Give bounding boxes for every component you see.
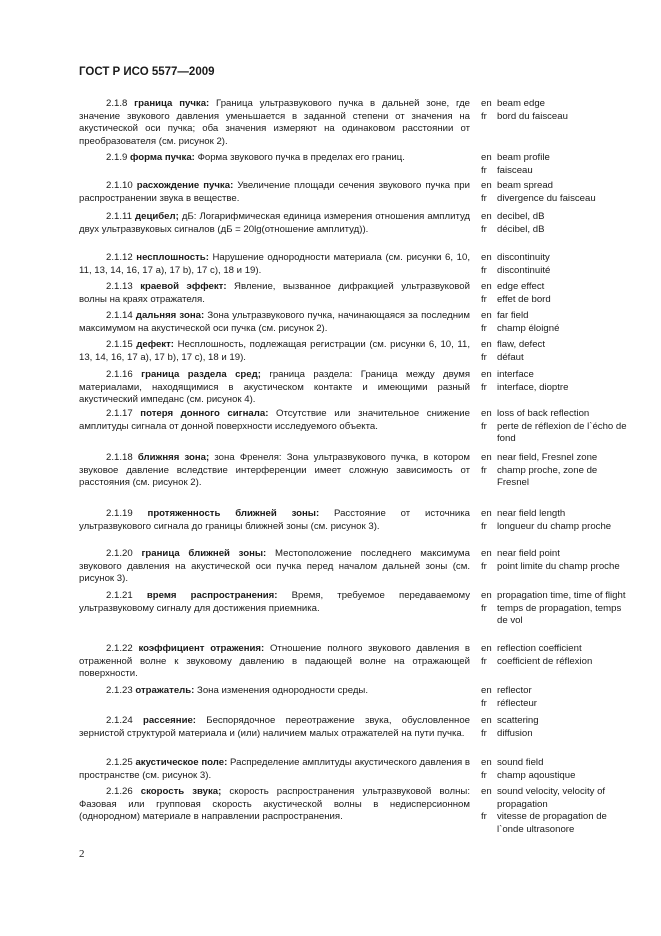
- equivalent-en: [481, 548, 627, 561]
- term-number: 2.1.9: [106, 152, 128, 163]
- language-code: en: [481, 369, 492, 380]
- term-definition-block: [79, 643, 470, 681]
- language-code: fr: [481, 655, 487, 667]
- term-definition: Распределение амплитуды акустического давления в пространстве (см. рисунок 3).: [79, 757, 470, 781]
- equivalent-en: [481, 211, 627, 224]
- equivalent-term-fr: coefficient de réflexion: [497, 655, 593, 667]
- page-number: 2: [79, 848, 85, 860]
- equivalent-fr: [481, 224, 627, 237]
- equivalents: [481, 98, 627, 123]
- term-name: расхождение пучка:: [136, 180, 234, 191]
- term-name: дефект:: [136, 339, 174, 350]
- term-name: отражатель:: [135, 685, 195, 696]
- equivalent-en: [481, 590, 627, 603]
- term-definition: Несплошность, подлежащая регистрации (см. рисунки 6, 10, 11, 13, 14, 16, 17 а), 17 b), 17 с), 18 и 19).: [79, 339, 470, 363]
- language-code: fr: [481, 769, 487, 781]
- term-definition-block: [79, 152, 470, 165]
- equivalents: [481, 715, 627, 740]
- equivalent-term-fr: décibel, dB: [497, 223, 545, 235]
- language-code: fr: [481, 110, 487, 122]
- term-name: несплошность:: [136, 252, 209, 263]
- language-code: fr: [481, 602, 487, 614]
- equivalent-fr: [481, 770, 627, 783]
- equivalent-fr: [481, 811, 627, 836]
- language-code: fr: [481, 727, 487, 739]
- equivalent-term-fr: vitesse de propagation de l`onde ultrasonore: [497, 811, 607, 835]
- equivalent-fr: [481, 323, 627, 336]
- equivalent-term-en: discontinuity: [497, 252, 550, 263]
- language-code: fr: [481, 293, 487, 305]
- equivalent-term-fr: longueur du champ proche: [497, 520, 612, 532]
- term-definition: Отсутствие или значительное снижение амплитуды сигнала от донной поверхности исследуемого объекта.: [79, 408, 470, 432]
- language-code: fr: [481, 811, 487, 822]
- equivalent-term-en: scattering: [497, 715, 539, 726]
- term-definition: Расстояние от источника ультразвукового сигнала до границы ближней зоны (см. рисунок 3).: [79, 508, 470, 532]
- term-name: скорость звука;: [140, 786, 222, 797]
- term-name: краевой эффект:: [140, 281, 227, 292]
- equivalent-term-en: decibel, dB: [497, 211, 545, 222]
- equivalent-term-fr: défaut: [497, 351, 524, 363]
- term-definition-block: [79, 98, 470, 148]
- equivalent-fr: [481, 698, 627, 711]
- equivalent-fr: [481, 294, 627, 307]
- term-name: граница раздела сред;: [141, 369, 261, 380]
- term-number: 2.1.14: [106, 310, 133, 321]
- term-number: 2.1.21: [106, 590, 133, 601]
- term-name: форма пучка:: [130, 152, 195, 163]
- equivalent-term-en: near field, Fresnel zone: [497, 452, 598, 463]
- equivalents: [481, 508, 627, 533]
- term-definition-block: [79, 715, 470, 740]
- term-number: 2.1.10: [106, 180, 133, 191]
- equivalent-fr: [481, 382, 627, 395]
- term-definition: Зона ультразвукового пучка, начинающаяся за последним максимумом на акустической оси пучка (см. рисунок 2).: [79, 310, 471, 334]
- equivalent-fr: [481, 465, 627, 490]
- equivalent-term-fr: interface, dioptre: [497, 381, 569, 393]
- equivalents: [481, 786, 627, 836]
- equivalent-fr: [481, 265, 627, 278]
- equivalent-term-en: reflection coefficient: [497, 643, 582, 654]
- document-header: ГОСТ Р ИСО 5577—2009: [79, 66, 215, 78]
- equivalent-en: [481, 757, 627, 770]
- equivalent-term-en: beam spread: [497, 180, 553, 191]
- equivalents: [481, 452, 627, 490]
- equivalents: [481, 408, 627, 446]
- term-definition: Зона изменения однородности среды.: [197, 685, 368, 696]
- term-definition: Отношение полного звукового давления в отраженной волне к звуковому давлению в падающей волне на отражающей поверхности.: [79, 643, 470, 679]
- language-code: en: [481, 152, 492, 163]
- language-code: en: [481, 98, 492, 109]
- equivalent-term-fr: divergence du faisceau: [497, 192, 596, 204]
- language-code: en: [481, 339, 492, 350]
- language-code: fr: [481, 164, 487, 176]
- term-definition: скорость распространения ультразвуковой волны: Фазовая или групповая скорость акустической волны в недисперсионном (однородном) материале в направлении распространения.: [79, 786, 470, 822]
- equivalent-fr: [481, 421, 627, 446]
- language-code: fr: [481, 351, 487, 363]
- equivalents: [481, 685, 627, 710]
- equivalent-en: [481, 339, 627, 352]
- term-definition: Нарушение однородности материала (см. рисунки 6, 10, 11, 13, 14, 16, 17 а), 17 b), 17 с), 18 и 19).: [79, 252, 470, 276]
- equivalent-en: [481, 281, 627, 294]
- term-number: 2.1.16: [106, 369, 133, 380]
- term-number: 2.1.13: [106, 281, 133, 292]
- equivalent-fr: [481, 111, 627, 124]
- term-name: граница пучка:: [134, 98, 210, 109]
- term-name: граница ближней зоны:: [141, 548, 267, 559]
- equivalent-fr: [481, 521, 627, 534]
- term-definition: Время, требуемое передаваемому ультразвуковому сигналу для достижения приемника.: [79, 590, 471, 614]
- equivalents: [481, 252, 627, 277]
- equivalent-term-en: near field point: [497, 548, 560, 559]
- term-name: протяженность ближней зоны:: [147, 508, 320, 519]
- language-code: fr: [481, 560, 487, 572]
- term-name: потеря донного сигнала:: [140, 408, 269, 419]
- term-number: 2.1.22: [106, 643, 133, 654]
- term-name: время распространения:: [146, 590, 278, 601]
- equivalent-fr: [481, 193, 627, 206]
- equivalents: [481, 643, 627, 668]
- term-definition: Местоположение последнего максимума звукового давления на акустической оси пучка перед началом дальней зоны (см. рисунок 3).: [79, 548, 470, 584]
- term-name: ближняя зона;: [137, 452, 210, 463]
- equivalent-en: [481, 180, 627, 193]
- term-name: акустическое поле:: [135, 757, 228, 768]
- term-number: 2.1.18: [106, 452, 133, 463]
- term-number: 2.1.17: [106, 408, 133, 419]
- equivalent-term-en: flaw, defect: [497, 339, 545, 350]
- term-definition: Граница ультразвукового пучка в дальней зоне, где значение звукового давления уменьшается в заданной степени от значения на акустической оси пучка; оба значения измеряют на одинаковом расстоянии от преобразователя (см. рисунок 2).: [79, 98, 471, 147]
- term-definition-block: [79, 548, 470, 586]
- term-name: дальняя зона:: [135, 310, 205, 321]
- equivalent-en: [481, 98, 627, 111]
- term-definition: граница раздела: Граница между двумя материалами, находящимися в акустическом контакте и имеющими разный акустический импеданс (см. рисунок 4).: [79, 369, 471, 405]
- equivalent-en: [481, 310, 627, 323]
- equivalent-fr: [481, 352, 627, 365]
- term-definition-block: [79, 786, 470, 824]
- term-definition-block: [79, 369, 470, 407]
- equivalent-term-en: near field length: [497, 508, 566, 519]
- equivalent-term-en: reflector: [497, 685, 532, 696]
- equivalents: [481, 590, 627, 628]
- language-code: en: [481, 252, 492, 263]
- language-code: en: [481, 548, 492, 559]
- equivalent-term-fr: champ éloigné: [497, 322, 560, 334]
- equivalent-en: [481, 452, 627, 465]
- term-number: 2.1.24: [106, 715, 133, 726]
- equivalent-en: [481, 786, 627, 811]
- language-code: en: [481, 281, 492, 292]
- language-code: en: [481, 757, 492, 768]
- equivalents: [481, 152, 627, 177]
- equivalent-term-fr: champ proche, zone de Fresnel: [497, 464, 598, 488]
- equivalent-term-en: sound velocity, velocity of propagation: [497, 786, 606, 810]
- term-number: 2.1.8: [106, 98, 128, 109]
- language-code: en: [481, 180, 492, 191]
- equivalent-term-en: beam edge: [497, 98, 546, 109]
- equivalent-term-fr: discontinuité: [497, 264, 551, 276]
- language-code: en: [481, 715, 492, 726]
- equivalent-en: [481, 508, 627, 521]
- term-number: 2.1.19: [106, 508, 133, 519]
- equivalent-fr: [481, 165, 627, 178]
- equivalents: [481, 548, 627, 573]
- language-code: en: [481, 590, 492, 601]
- language-code: fr: [481, 697, 487, 709]
- term-name: рассеяние:: [142, 715, 196, 726]
- language-code: fr: [481, 520, 487, 532]
- term-definition: Беспорядочное переотражение звука, обусловленное зернистой структурой материала и (или) наличием малых отражателей на пути пучка.: [79, 715, 471, 739]
- language-code: fr: [481, 381, 487, 393]
- equivalent-en: [481, 643, 627, 656]
- language-code: fr: [481, 192, 487, 204]
- equivalents: [481, 310, 627, 335]
- language-code: en: [481, 310, 492, 321]
- term-definition: Форма звукового пучка в пределах его границ.: [197, 152, 405, 163]
- equivalent-term-fr: champ aqoustique: [497, 769, 576, 781]
- term-definition-block: [79, 685, 470, 698]
- term-definition: зона Френеля: Зона ультразвукового пучка, в котором звуковое давление вследствие интерференции имеет сложную зависимость от расстояния (см. рисунок 2).: [79, 452, 470, 488]
- term-number: 2.1.15: [106, 339, 133, 350]
- equivalent-term-fr: diffusion: [497, 727, 533, 739]
- language-code: en: [481, 408, 492, 419]
- equivalent-term-en: sound field: [497, 757, 544, 768]
- term-name: коэффициент отражения:: [138, 643, 265, 654]
- language-code: en: [481, 508, 492, 519]
- language-code: fr: [481, 322, 487, 334]
- equivalent-term-en: edge effect: [497, 281, 545, 292]
- equivalent-term-en: propagation time, time of flight: [497, 590, 626, 601]
- equivalents: [481, 339, 627, 364]
- equivalents: [481, 180, 627, 205]
- equivalent-en: [481, 685, 627, 698]
- term-number: 2.1.25: [106, 757, 133, 768]
- term-definition-block: [79, 339, 470, 364]
- equivalent-term-fr: bord du faisceau: [497, 110, 568, 122]
- equivalent-en: [481, 152, 627, 165]
- language-code: fr: [481, 464, 487, 476]
- term-number: 2.1.11: [106, 211, 132, 222]
- equivalent-fr: [481, 603, 627, 628]
- equivalent-term-fr: point limite du champ proche: [497, 560, 620, 572]
- language-code: en: [481, 643, 492, 654]
- term-definition: дБ: Логарифмическая единица измерения отношения амплитуд двух ультразвуковых сигналов (дБ = 20lg(отношение амплитуд)).: [79, 211, 471, 235]
- equivalents: [481, 369, 627, 394]
- equivalent-en: [481, 252, 627, 265]
- term-definition-block: [79, 757, 470, 782]
- equivalent-term-fr: effet de bord: [497, 293, 551, 305]
- language-code: en: [481, 685, 492, 696]
- equivalent-fr: [481, 561, 627, 574]
- equivalent-en: [481, 715, 627, 728]
- equivalent-term-en: interface: [497, 369, 534, 380]
- language-code: en: [481, 211, 492, 222]
- term-definition-block: [79, 452, 470, 490]
- equivalent-en: [481, 408, 627, 421]
- language-code: fr: [481, 420, 487, 432]
- term-definition-block: [79, 508, 470, 533]
- equivalent-term-en: beam profile: [497, 152, 550, 163]
- term-definition-block: [79, 310, 470, 335]
- equivalent-term-en: far field: [497, 310, 529, 321]
- language-code: fr: [481, 264, 487, 276]
- term-definition-block: [79, 211, 470, 236]
- term-number: 2.1.26: [106, 786, 133, 797]
- term-number: 2.1.12: [106, 252, 133, 263]
- equivalent-fr: [481, 728, 627, 741]
- equivalents: [481, 281, 627, 306]
- term-definition-block: [79, 252, 470, 277]
- term-definition-block: [79, 281, 470, 306]
- equivalent-term-en: loss of back reflection: [497, 408, 590, 419]
- language-code: en: [481, 452, 492, 463]
- term-definition: Явление, вызванное дифракцией ультразвуковой волны на краях отражателя.: [79, 281, 470, 305]
- equivalents: [481, 757, 627, 782]
- term-definition-block: [79, 590, 470, 615]
- equivalent-term-fr: faisceau: [497, 164, 533, 176]
- language-code: en: [481, 786, 492, 797]
- language-code: fr: [481, 223, 487, 235]
- equivalents: [481, 211, 627, 236]
- term-definition-block: [79, 408, 470, 433]
- term-definition: Увеличение площади сечения звукового пучка при распространении звука в веществе.: [79, 180, 470, 204]
- term-number: 2.1.23: [106, 685, 133, 696]
- term-definition-block: [79, 180, 470, 205]
- term-name: децибел;: [135, 211, 179, 222]
- equivalent-en: [481, 369, 627, 382]
- equivalent-term-fr: réflecteur: [497, 697, 537, 709]
- equivalent-term-fr: temps de propagation, temps de vol: [497, 602, 622, 626]
- term-number: 2.1.20: [106, 548, 133, 559]
- equivalent-term-fr: perte de réflexion de l`écho de fond: [497, 420, 627, 444]
- equivalent-fr: [481, 656, 627, 669]
